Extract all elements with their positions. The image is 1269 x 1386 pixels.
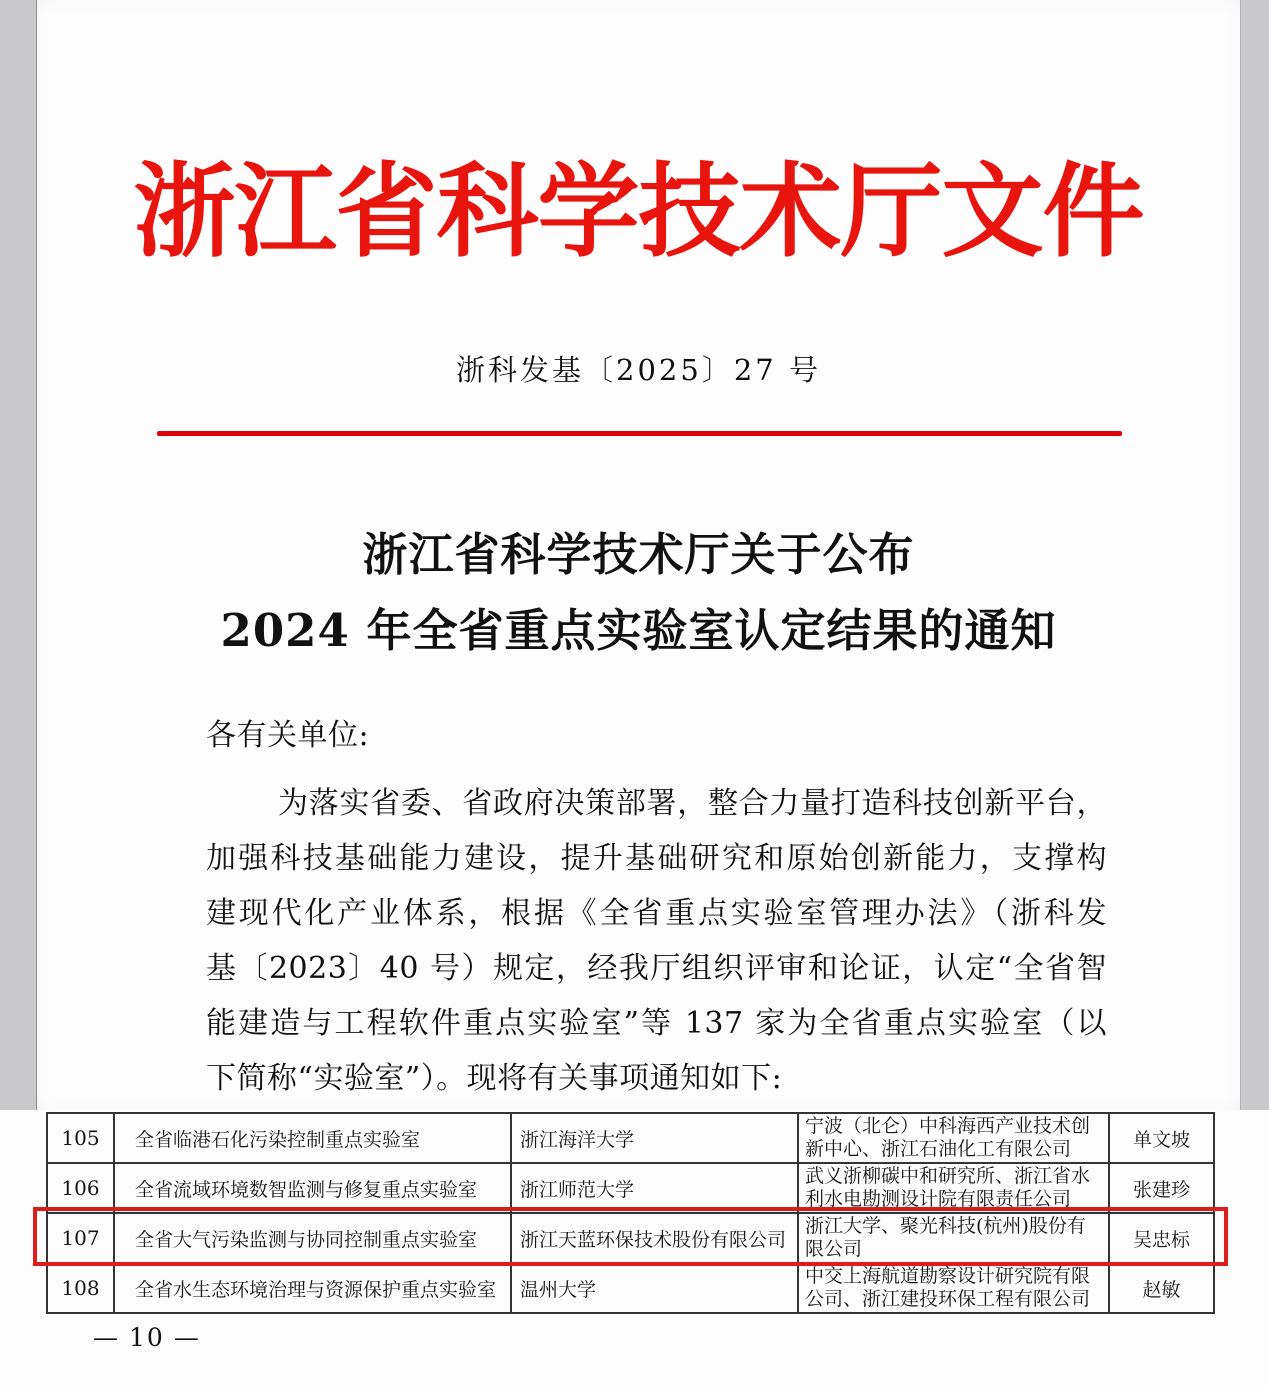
director: 吴忠标 (1109, 1213, 1214, 1263)
page-number-dash-right: — (173, 1323, 201, 1352)
body-line: 能建造与工程软件重点实验室”等 137 家为全省重点实验室（以 (206, 1006, 1107, 1041)
row-number: 106 (47, 1163, 114, 1213)
row-number: 107 (47, 1213, 114, 1263)
document-body (206, 708, 1107, 1106)
lab-results-table (46, 1112, 1215, 1314)
table-row (47, 1263, 1214, 1313)
document-number: 浙科发基〔2025〕27 号 (456, 353, 821, 387)
document-page (36, 0, 1241, 1110)
table-row (47, 1163, 1214, 1213)
body-line: 为落实省委、省政府决策部署，整合力量打造科技创新平台， (278, 786, 1107, 821)
partners: 宁波（北仑）中科海西产业技术创新中心、浙江石油化工有限公司 (798, 1113, 1109, 1163)
body-line: 加强科技基础能力建设，提升基础研究和原始创新能力，支撑构 (206, 841, 1107, 876)
partners: 浙江大学、聚光科技(杭州)股份有限公司 (798, 1213, 1109, 1263)
body-line: 建现代化产业体系，根据《全省重点实验室管理办法》（浙科发 (206, 896, 1107, 931)
lab-table-body (47, 1113, 1214, 1313)
lab-name: 全省大气污染监测与协同控制重点实验室 (114, 1213, 511, 1263)
lab-name: 全省水生态环境治理与资源保护重点实验室 (114, 1263, 511, 1313)
page-number-dash-left: — (93, 1323, 120, 1352)
body-line: 基〔2023〕40 号）规定，经我厅组织评审和论证，认定“全省智 (206, 951, 1107, 986)
subject-line-1: 浙江省科学技术厅关于公布 (362, 528, 915, 581)
row-number: 108 (47, 1263, 114, 1313)
row-number: 105 (47, 1113, 114, 1163)
body-line: 下简称“实验室”）。现将有关事项通知如下: (206, 1061, 783, 1096)
page-number-value: 10 (129, 1323, 165, 1352)
institution: 浙江海洋大学 (511, 1113, 798, 1163)
table-row (47, 1113, 1214, 1163)
lab-name: 全省临港石化污染控制重点实验室 (114, 1113, 511, 1163)
document-title: 浙江省科学技术厅文件 (133, 152, 1144, 272)
institution: 温州大学 (511, 1263, 798, 1313)
partners: 武义浙柳碳中和研究所、浙江省水利水电勘测设计院有限责任公司 (798, 1163, 1109, 1213)
table-strip (0, 1110, 1269, 1386)
red-divider-rule (157, 431, 1122, 436)
salutation: 各有关单位: (206, 718, 370, 753)
institution: 浙江天蓝环保技术股份有限公司 (511, 1213, 798, 1263)
subject-line-2: 2024 年全省重点实验室认定结果的通知 (220, 604, 1057, 657)
institution: 浙江师范大学 (511, 1163, 798, 1213)
body-paragraph (206, 776, 1107, 1106)
lab-name: 全省流域环境数智监测与修复重点实验室 (114, 1163, 511, 1213)
director: 赵敏 (1109, 1263, 1214, 1313)
director: 单文坡 (1109, 1113, 1214, 1163)
director: 张建珍 (1109, 1163, 1214, 1213)
page-number (84, 1323, 210, 1352)
partners: 中交上海航道勘察设计研究院有限公司、浙江建投环保工程有限公司 (798, 1263, 1109, 1313)
table-row-highlighted (47, 1213, 1214, 1263)
